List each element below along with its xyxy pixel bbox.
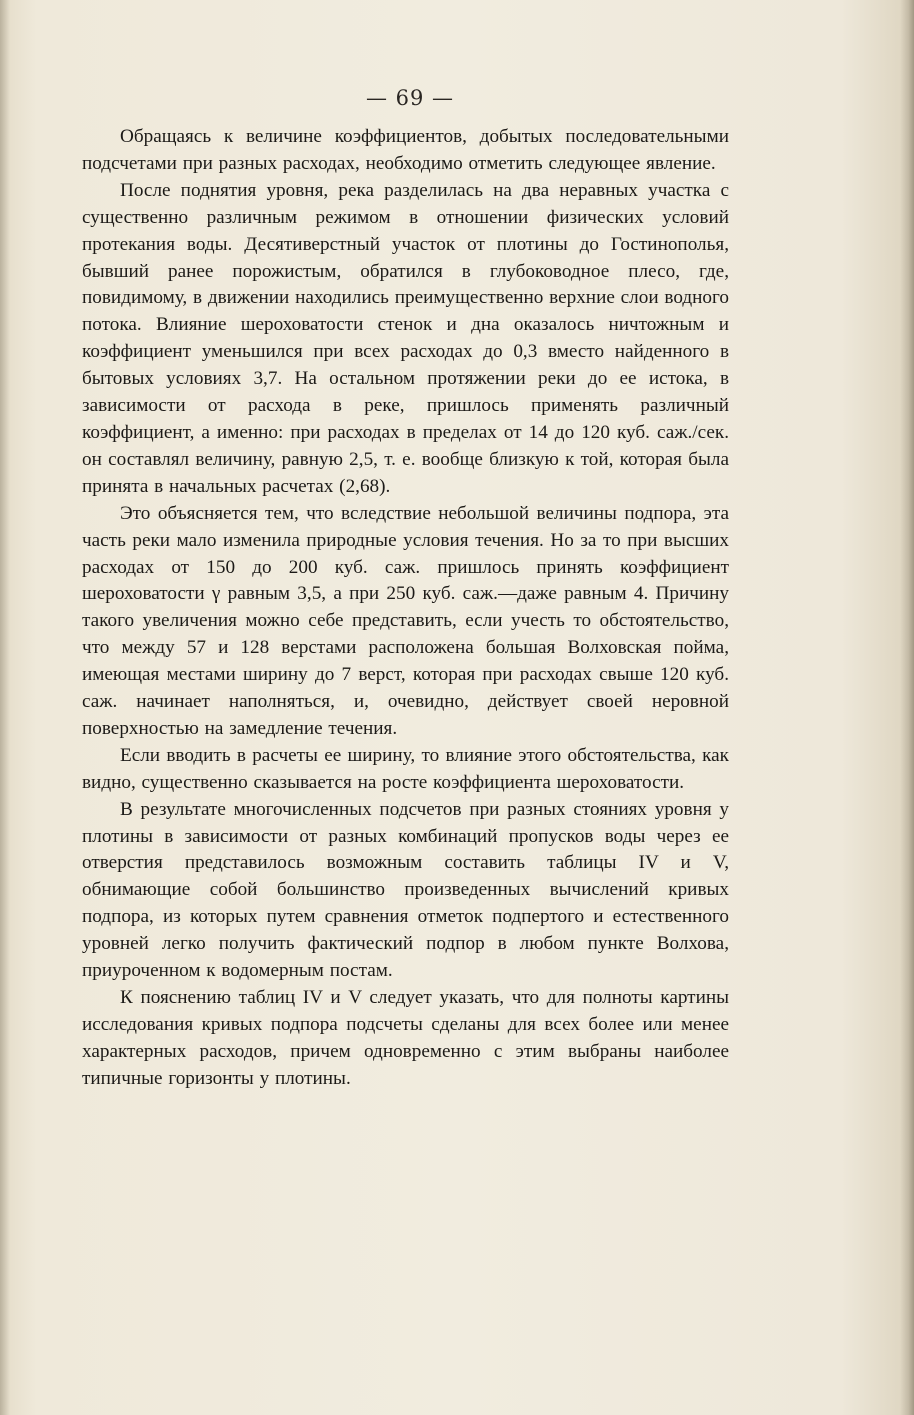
page-number: — 69 — [365,86,455,110]
page-left-shadow [0,0,10,1415]
paragraph-4: Если вводить в расчеты ее ширину, то влияние этого обстоятельства, как видно, существенно сказывается на росте коэффициента шероховатости. [82,744,729,793]
paragraph-6: К пояснению таблиц IV и V следует указать, что для полноты картины исследования кривых подпора подсчеты сделаны для всех более или менее характерных расходов, причем одновременно с этим выбраны наиболее типичные горизонты у плотины. [82,987,729,1089]
paragraph-1: Обращаясь к величине коэффициентов, добытых последовательными подсчетами при разных расходах, необходимо отметить следующее явление. [82,126,729,174]
page-right-shadow [900,0,914,1415]
paragraph-2: После поднятия уровня, река разделилась на два неравных участка с существенно различным режимом в отношении физических условий протекания воды. Десятиверстный участок от плотины до Гостинополья, бывший ранее порожистым, обратился в глубоководное плесо, где, повидимому, в движении находились преимущественно верхние слои водного потока. Влияние шероховатости стенок и дна оказалось ничтожным и коэффициент уменьшился при всех расходах до 0,3 вместо найденного в бытовых условиях 3,7. На остальном протяжении реки до ее истока, в зависимости от расхода в реке, пришлось применять различный коэффициент, а именно: при расходах в пределах от 14 до 120 куб. саж./сек. он составлял величину, равную 2,5, т. е. вообще близкую к той, которая была принята в начальных расчетах (2,68). [82,179,729,497]
body-text [82,124,729,1093]
paragraph-5: В результате многочисленных подсчетов при разных стояниях уровня у плотины в зависимости от разных комбинаций пропусков воды через ее отверстия представилось возможным составить таблицы IV и V, обнимающие собой большинство произведенных вычислений кривых подпора, из которых путем сравнения отметок подпертого и естественного уровней легко получить фактический подпор в любом пункте Волхова, приуроченном к водомерным постам. [82,798,729,982]
paragraph-3: Это объясняется тем, что вследствие небольшой величины подпора, эта часть реки мало изменила природные условия течения. Но за то при высших расходах от 150 до 200 куб. саж. пришлось принять коэффициент шероховатости γ равным 3,5, а при 250 куб. саж.—даже равным 4. Причину такого увеличения можно себе представить, если учесть то обстоятельство, что между 57 и 128 верстами расположена большая Волховская пойма, имеющая местами ширину до 7 верст, которая при расходах свыше 120 куб. саж. начинает наполняться, и, очевидно, действует своей неровной поверхностью на замедление течения. [82,502,729,739]
